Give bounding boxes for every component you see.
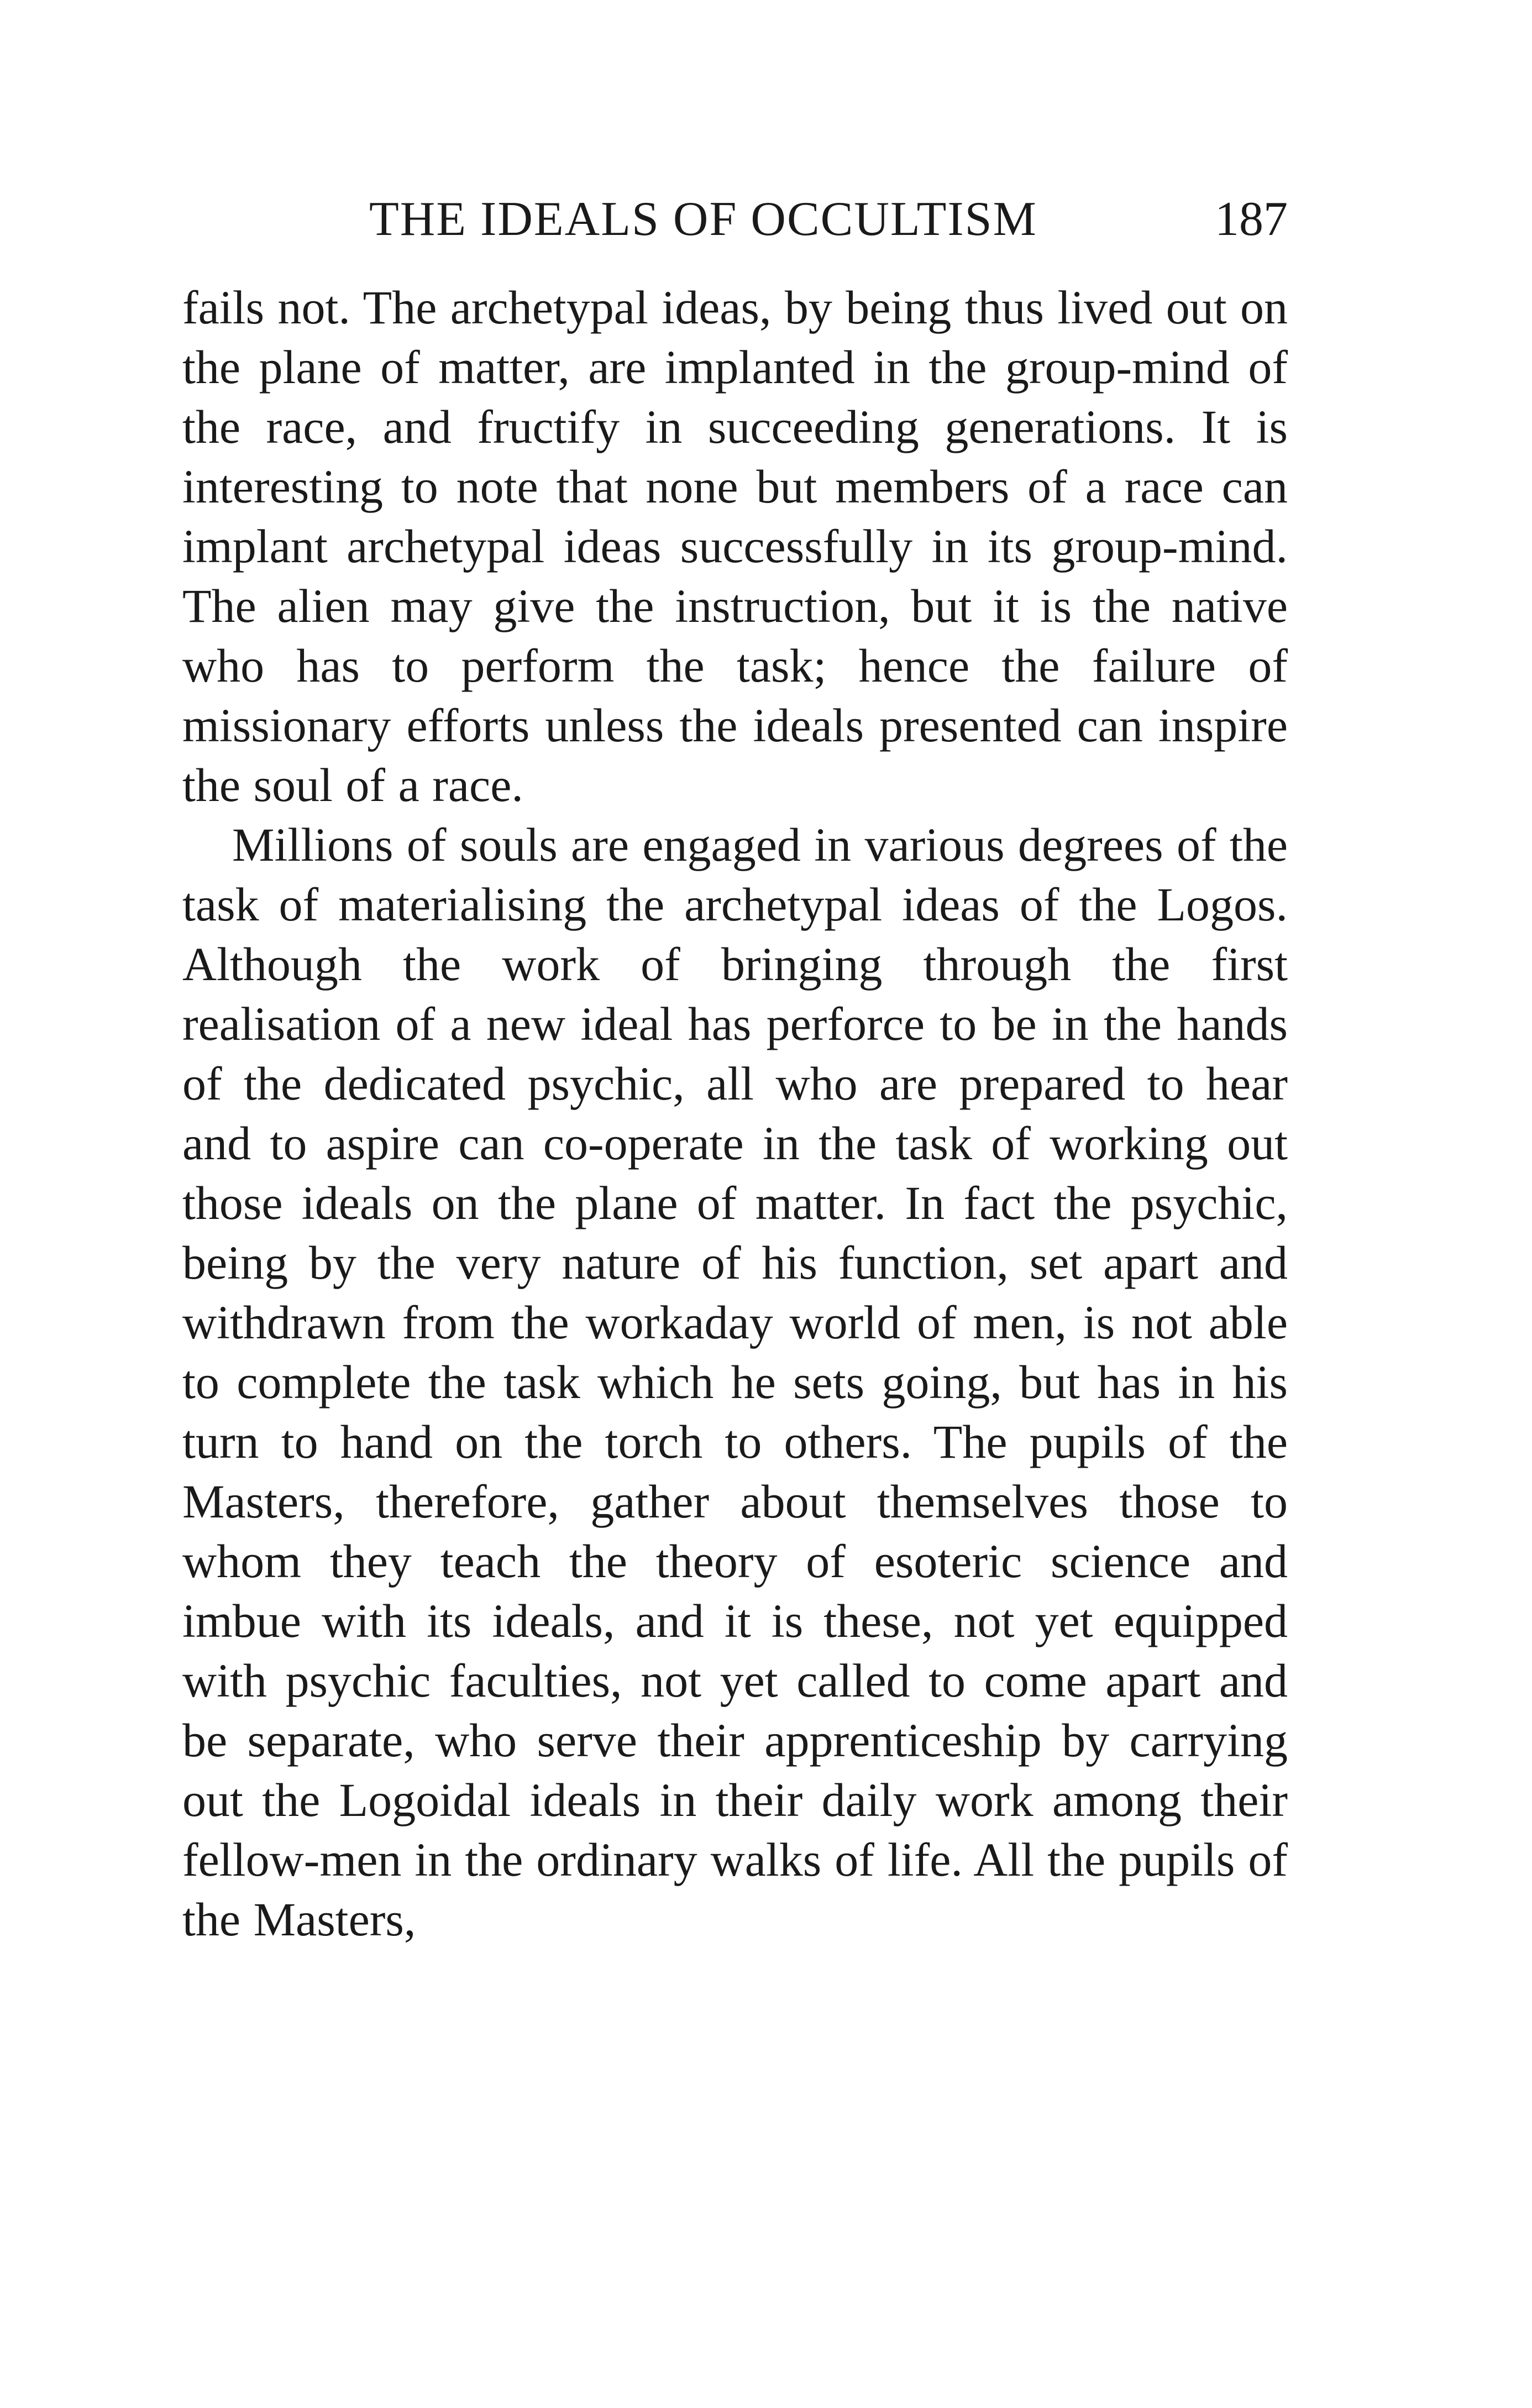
running-head (182, 184, 1288, 255)
paragraph-continued: fails not. The archetypal ideas, by being thus lived out on the plane of matter, are implanted in the group-mind of the race, and fructify in succeeding generations. It is interesting to note that none but members of a race can implant archetypal ideas successfully in its group-mind. The alien may give the instruction, but it is the native who has to perform the task; hence the failure of missionary efforts unless the ideals presented can inspire the soul of a race. (182, 281, 1288, 812)
body-text (182, 278, 1288, 1949)
page-number: 187 (1215, 192, 1288, 246)
paragraph: Millions of souls are engaged in various degrees of the task of materialising the archetypal ideas of the Logos. Although the work of bringing through the first realisation of a new ideal has perforce to be in the hands of the dedicated psychic, all who are prepared to hear and to aspire can co-operate in the task of working out those ideals on the plane of matter. In fact the psychic, being by the very nature of his function, set apart and withdrawn from the workaday world of men, is not able to complete the task which he sets going, but has in his turn to hand on the torch to others. The pupils of the Masters, therefore, gather about themselves those to whom they teach the theory of esoteric science and imbue with its ideals, and it is these, not yet equipped with psychic faculties, not yet called to come apart and be separate, who serve their apprenticeship by carrying out the Logoidal ideals in their daily work among their fellow-men in the ordinary walks of life. All the pupils of the Masters, (182, 818, 1288, 1946)
running-title: THE IDEALS OF OCCULTISM (369, 192, 1037, 246)
